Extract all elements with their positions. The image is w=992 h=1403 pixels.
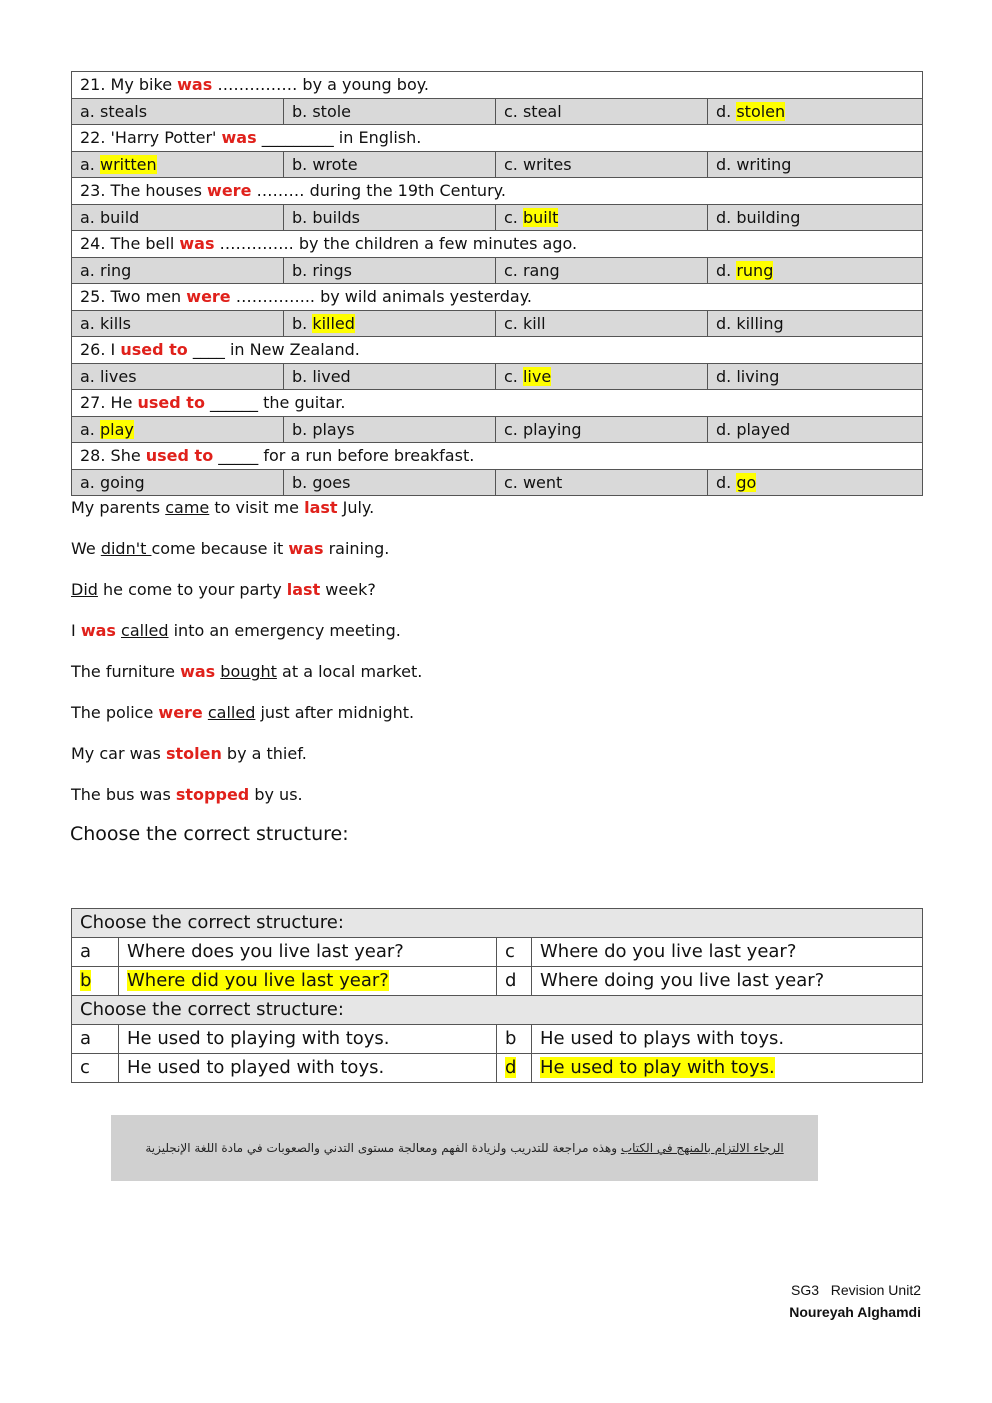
option-text: goes: [312, 472, 351, 492]
options-row: [72, 416, 923, 443]
option-cell: [708, 469, 923, 496]
structure-option: [532, 938, 923, 967]
question-stem: 24. The bell: [80, 234, 180, 254]
option-letter: d: [505, 970, 517, 991]
option-cell: [72, 310, 284, 337]
sentence-part: July.: [337, 498, 375, 517]
option-letter: b.: [292, 419, 313, 439]
question-row: [72, 231, 923, 258]
question-rest: _____ for a run before breakfast.: [213, 446, 475, 466]
option-letter: a: [80, 941, 92, 962]
correct-answer: live: [522, 366, 552, 386]
option-text: steal: [522, 101, 562, 121]
notice-box: [111, 1115, 818, 1181]
sentence-part: My car was: [71, 744, 166, 763]
structure-option: [532, 1054, 923, 1083]
keyword: last: [286, 580, 321, 599]
question-row: [72, 72, 923, 99]
structure-letter: [497, 1054, 532, 1083]
question-stem: 23. The houses: [80, 181, 208, 201]
structure-header: Choose the correct structure:: [72, 909, 923, 938]
option-letter: a.: [80, 154, 100, 174]
option-cell: [496, 151, 708, 178]
notice-underlined: الرجاء الالتزام بالمنهج في الكتاب: [620, 1141, 784, 1155]
sentence: [71, 783, 303, 807]
question-stem: 27. He: [80, 393, 138, 413]
structure-row: [72, 1025, 923, 1054]
question-auxiliary: was: [177, 75, 213, 95]
structure-letter: [72, 1054, 119, 1083]
question-text: [72, 390, 923, 417]
question-stem: 28. She: [80, 446, 146, 466]
correct-answer: stolen: [736, 101, 786, 121]
verb-underlined: Did: [71, 580, 98, 599]
structure-table: [71, 908, 923, 1083]
option-cell: [72, 151, 284, 178]
option-letter: d.: [716, 419, 737, 439]
structure-option: [532, 967, 923, 996]
option-text: plays: [312, 419, 355, 439]
option-text: lives: [99, 366, 137, 386]
option-text: He used to played with toys.: [127, 1057, 385, 1078]
correct-answer: killed: [312, 313, 355, 333]
option-text: playing: [522, 419, 582, 439]
option-letter: c.: [504, 101, 523, 121]
sentence-part: by us.: [249, 785, 303, 804]
options-row: [72, 469, 923, 496]
sentence-part: just after midnight.: [255, 703, 415, 722]
option-letter: d.: [716, 260, 737, 280]
option-letter: b: [80, 970, 92, 991]
option-cell: [72, 98, 284, 125]
sentence: [71, 619, 401, 643]
option-letter: a.: [80, 207, 100, 227]
question-text: [72, 125, 923, 152]
question-text: [72, 337, 923, 364]
correct-answer: built: [522, 207, 559, 227]
option-cell: [72, 204, 284, 231]
option-letter: d: [505, 1057, 517, 1078]
option-letter: a.: [80, 366, 100, 386]
question-auxiliary: used to: [120, 340, 188, 360]
structure-option: [532, 1025, 923, 1054]
option-text: Where do you live last year?: [540, 941, 797, 962]
correct-answer: rung: [736, 260, 774, 280]
mcq-table: [71, 71, 923, 496]
option-text: kills: [99, 313, 131, 333]
option-cell: [496, 363, 708, 390]
option-text: builds: [312, 207, 361, 227]
option-letter: c.: [504, 472, 523, 492]
option-text: Where doing you live last year?: [540, 970, 825, 991]
footer-author: Noureyah Alghamdi: [789, 1304, 921, 1320]
question-stem: 26. I: [80, 340, 121, 360]
sentence-part: I: [71, 621, 81, 640]
option-letter: c.: [504, 313, 523, 333]
option-cell: [284, 204, 496, 231]
option-letter: b.: [292, 472, 313, 492]
option-text: He used to playing with toys.: [127, 1028, 390, 1049]
option-letter: a.: [80, 419, 100, 439]
sentence-part: by a thief.: [221, 744, 307, 763]
verb-underlined: called: [121, 621, 169, 640]
verb-underlined: didn't: [100, 539, 152, 558]
sentence: [71, 537, 389, 561]
structure-letter: [497, 1025, 532, 1054]
option-letter: b.: [292, 101, 313, 121]
correct-answer: He used to play with toys.: [540, 1057, 775, 1078]
question-rest: ………….. by the children a few minutes ago.: [214, 234, 578, 254]
option-letter: c: [505, 941, 515, 962]
option-cell: [708, 310, 923, 337]
option-letter: d.: [716, 313, 737, 333]
keyword: were: [158, 703, 203, 722]
option-text: kill: [522, 313, 546, 333]
keyword: stolen: [165, 744, 222, 763]
sentence-part: at a local market.: [276, 662, 423, 681]
option-text: lived: [312, 366, 351, 386]
question-text: [72, 178, 923, 205]
option-text: build: [99, 207, 140, 227]
notice-rest: وهذه مراجعة للتدريب ولزيادة الفهم ومعالجة مستوى التدني والصعوبات في مادة اللغة الإنجليزية: [145, 1141, 621, 1155]
sentence-part: raining.: [323, 539, 390, 558]
option-letter: b: [505, 1028, 517, 1049]
option-cell: [496, 257, 708, 284]
option-cell: [708, 151, 923, 178]
structure-option: [119, 938, 497, 967]
option-text: building: [736, 207, 801, 227]
option-letter: a: [80, 1028, 92, 1049]
option-letter: b.: [292, 260, 313, 280]
sentence-part: My parents: [71, 498, 166, 517]
option-letter: c.: [504, 419, 523, 439]
option-cell: [708, 98, 923, 125]
option-cell: [284, 363, 496, 390]
option-cell: [284, 151, 496, 178]
structure-row: [72, 938, 923, 967]
structure-letter: [72, 1025, 119, 1054]
question-stem: 22. 'Harry Potter': [80, 128, 222, 148]
option-cell: [284, 257, 496, 284]
sentence-part: he come to your party: [97, 580, 287, 599]
question-row: [72, 390, 923, 417]
choose-structure-heading: Choose the correct structure:: [70, 823, 349, 845]
question-auxiliary: were: [207, 181, 252, 201]
option-letter: b.: [292, 154, 313, 174]
option-text: going: [99, 472, 145, 492]
option-cell: [496, 310, 708, 337]
option-cell: [708, 416, 923, 443]
options-row: [72, 204, 923, 231]
option-text: rang: [522, 260, 560, 280]
question-rest: ……… during the 19th Century.: [251, 181, 506, 201]
option-letter: c: [80, 1057, 90, 1078]
option-cell: [496, 416, 708, 443]
question-rest: ______ the guitar.: [204, 393, 346, 413]
footer: [789, 1279, 921, 1323]
option-text: played: [736, 419, 791, 439]
notice-text: [145, 1141, 783, 1155]
option-text: He used to plays with toys.: [540, 1028, 785, 1049]
keyword: was: [180, 662, 216, 681]
option-cell: [708, 363, 923, 390]
question-auxiliary: used to: [137, 393, 205, 413]
question-rest: _________ in English.: [256, 128, 422, 148]
option-letter: a.: [80, 313, 100, 333]
structure-row: [72, 1054, 923, 1083]
question-row: [72, 337, 923, 364]
correct-answer: written: [99, 154, 157, 174]
option-letter: c.: [504, 154, 523, 174]
option-cell: [284, 98, 496, 125]
question-row: [72, 284, 923, 311]
correct-answer: Where did you live last year?: [127, 970, 389, 991]
sentence: [71, 701, 414, 725]
sentence-part: We: [71, 539, 101, 558]
sentence-part: to visit me: [209, 498, 305, 517]
sentence: [71, 742, 307, 766]
option-cell: [708, 257, 923, 284]
sentence: [71, 496, 374, 520]
option-text: living: [736, 366, 780, 386]
sentence-part: week?: [320, 580, 376, 599]
structure-letter: [497, 938, 532, 967]
question-auxiliary: used to: [145, 446, 214, 466]
structure-letter: [72, 938, 119, 967]
question-auxiliary: were: [186, 287, 231, 307]
question-row: [72, 178, 923, 205]
option-letter: c.: [504, 207, 523, 227]
option-letter: b.: [292, 313, 313, 333]
question-stem: 21. My bike: [80, 75, 178, 95]
option-text: rings: [312, 260, 352, 280]
option-cell: [72, 363, 284, 390]
question-auxiliary: was: [221, 128, 257, 148]
option-letter: b.: [292, 366, 313, 386]
keyword: last: [304, 498, 338, 517]
option-letter: d.: [716, 101, 737, 121]
option-cell: [284, 310, 496, 337]
question-rest: …………… by a young boy.: [212, 75, 430, 95]
keyword: was: [80, 621, 116, 640]
sentence-part: The police: [71, 703, 159, 722]
footer-course: SG3 Revision Unit2: [791, 1282, 921, 1298]
option-letter: c.: [504, 260, 523, 280]
sentence-part: into an emergency meeting.: [168, 621, 401, 640]
structure-header-row: [72, 996, 923, 1025]
option-text: Where does you live last year?: [127, 941, 404, 962]
keyword: stopped: [175, 785, 250, 804]
question-stem: 25. Two men: [80, 287, 187, 307]
structure-row: [72, 967, 923, 996]
option-text: writing: [736, 154, 792, 174]
structure-option: [119, 967, 497, 996]
option-letter: c.: [504, 366, 523, 386]
options-row: [72, 257, 923, 284]
option-letter: d.: [716, 207, 737, 227]
correct-answer: go: [736, 472, 757, 492]
sentence-part: The furniture: [71, 662, 181, 681]
option-letter: b.: [292, 207, 313, 227]
options-row: [72, 151, 923, 178]
options-row: [72, 363, 923, 390]
keyword: was: [288, 539, 324, 558]
structure-header-row: [72, 909, 923, 938]
question-text: [72, 443, 923, 470]
question-text: [72, 72, 923, 99]
option-cell: [72, 469, 284, 496]
option-text: went: [522, 472, 563, 492]
structure-option: [119, 1025, 497, 1054]
option-cell: [72, 257, 284, 284]
verb-underlined: came: [165, 498, 210, 517]
option-cell: [72, 416, 284, 443]
option-letter: d.: [716, 366, 737, 386]
sentence-part: come because it: [151, 539, 289, 558]
sentence: [71, 660, 422, 684]
option-cell: [284, 469, 496, 496]
structure-option: [119, 1054, 497, 1083]
question-rest: ____ in New Zealand.: [187, 340, 360, 360]
question-auxiliary: was: [179, 234, 215, 254]
option-letter: a.: [80, 472, 100, 492]
correct-answer: play: [99, 419, 134, 439]
option-letter: d.: [716, 154, 737, 174]
option-cell: [284, 416, 496, 443]
sentence: [71, 578, 376, 602]
option-cell: [708, 204, 923, 231]
options-row: [72, 310, 923, 337]
question-row: [72, 125, 923, 152]
structure-letter: [497, 967, 532, 996]
option-text: steals: [99, 101, 148, 121]
option-letter: a.: [80, 101, 100, 121]
question-text: [72, 284, 923, 311]
option-text: killing: [736, 313, 784, 333]
option-cell: [496, 98, 708, 125]
options-row: [72, 98, 923, 125]
verb-underlined: called: [207, 703, 256, 722]
verb-underlined: bought: [220, 662, 277, 681]
option-cell: [496, 204, 708, 231]
option-cell: [496, 469, 708, 496]
option-letter: d.: [716, 472, 737, 492]
option-text: stole: [312, 101, 352, 121]
option-letter: a.: [80, 260, 100, 280]
question-rest: …………... by wild animals yesterday.: [230, 287, 532, 307]
option-text: writes: [522, 154, 572, 174]
structure-header: Choose the correct structure:: [72, 996, 923, 1025]
question-row: [72, 443, 923, 470]
sentence-part: The bus was: [71, 785, 176, 804]
structure-letter: [72, 967, 119, 996]
option-text: wrote: [312, 154, 358, 174]
option-text: ring: [99, 260, 132, 280]
question-text: [72, 231, 923, 258]
